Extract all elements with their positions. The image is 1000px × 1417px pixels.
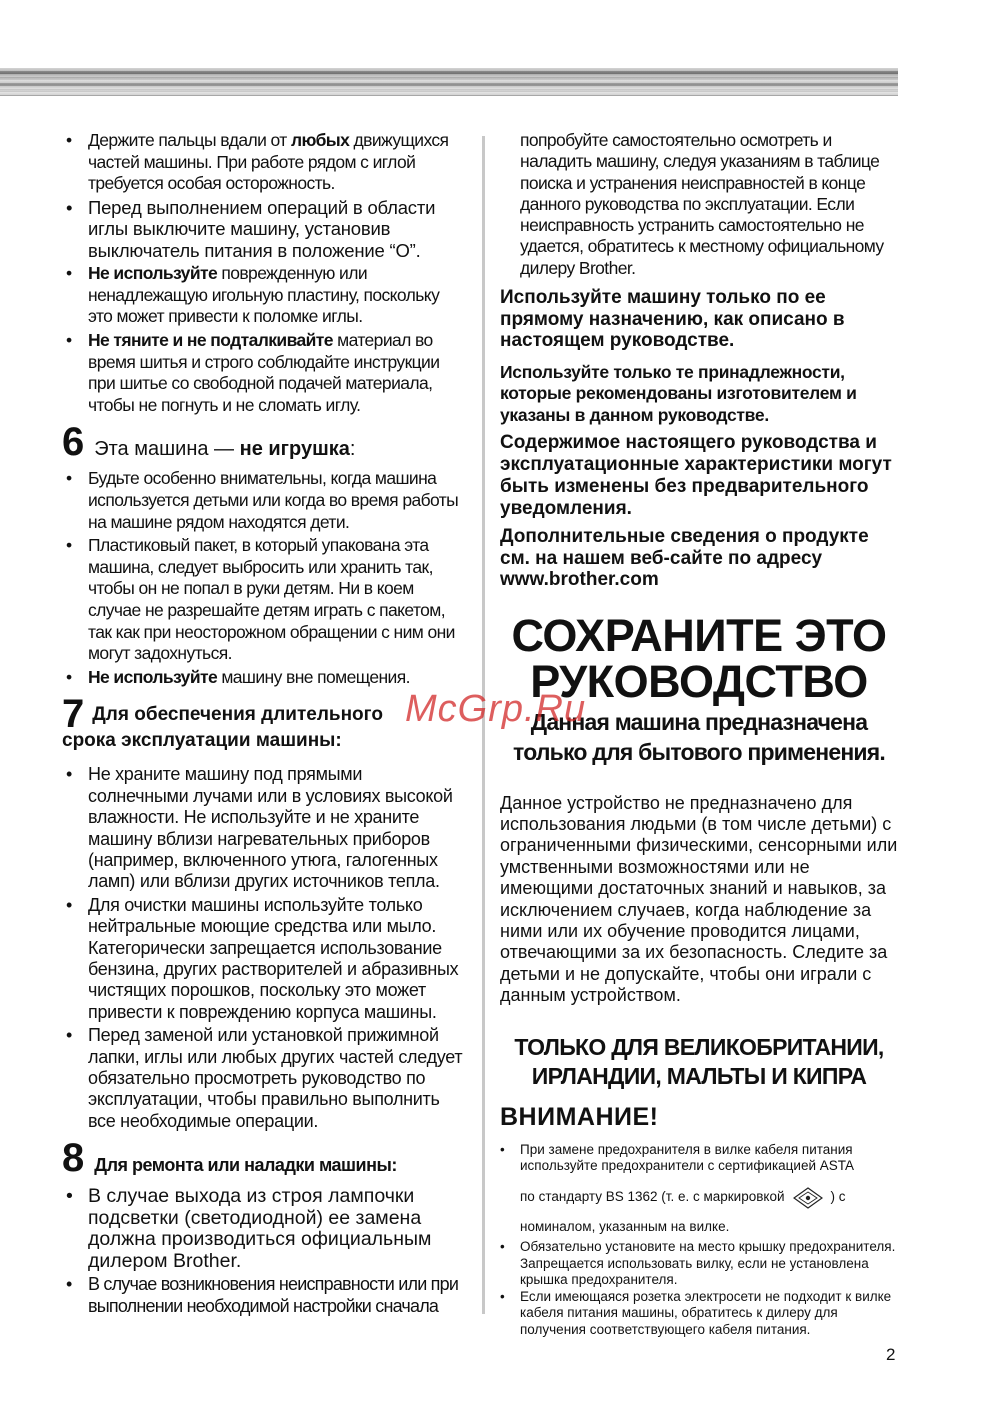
section-8-list — [62, 1186, 466, 1317]
content-change-notice: Содержимое настоящего руководства и эксплуатационные характеристики могут быть изменены без предварительного уведомления. — [500, 432, 892, 520]
intended-use-notice: Используйте машину только по ее прямому назначению, как описано в настоящем руководстве. — [500, 287, 845, 352]
list-item: • Перед выполнением операций в области иглы выключите машину, установив выключатель питания в положение “O”. — [62, 197, 466, 262]
list-item: • В случае возникновения неисправности или при выполнении необходимой настройки сначала — [62, 1274, 466, 1317]
household-line1: Данная машина предназначена — [530, 708, 868, 735]
intro-safety-list — [62, 130, 466, 416]
uk-title-line1: ТОЛЬКО ДЛЯ ВЕЛИКОБРИТАНИИ, — [514, 1033, 884, 1060]
header-stripe-bar — [0, 68, 898, 96]
section-7-list — [62, 764, 466, 1132]
fuse-text-b-line — [520, 1187, 898, 1209]
list-item: • Будьте особенно внимательны, когда машина используется детьми или когда во время работы на машине рядом находятся дети. — [62, 468, 466, 533]
list-item: • Обязательно установите на место крышку предохранителя. Запрещается использовать вилку, если не установлена крышка предохранителя. — [500, 1239, 898, 1289]
list-item: • Пластиковый пакет, в который упакована эта машина, следует выбросить или хранить так, чтобы он не попал в руки детям. Ни в коем случае не разрешайте детям играть с пакетом, так как при неосторожном обращении с ним они могут задохнуться. — [62, 535, 466, 665]
keep-title-line1: СОХРАНИТЕ ЭТО — [511, 609, 887, 661]
section-title-line2: срока эксплуатации машины: — [62, 730, 342, 752]
list-item: • Если имеющаяся розетка электросети не подходит к вилке кабеля питания машины, обратитесь к дилеру для получения соответствующего кабеля питания. — [500, 1289, 898, 1339]
list-item: • Не используйте поврежденную или ненадлежащую игольную пластину, поскольку это может привести к поломке иглы. — [62, 263, 466, 328]
uk-only-title — [500, 1033, 898, 1091]
fuse-text-c: номиналом, указанным на вилке. — [520, 1218, 730, 1234]
uk-title-line2: ИРЛАНДИИ, МАЛЬТЫ И КИПРА — [531, 1062, 867, 1089]
section-number: 6 — [62, 420, 85, 465]
list-item: • Не тяните и не подталкивайте материал во время шитья и строго соблюдайте инструкции при шитье со свободной подачей материала, чтобы не погнуть и не сломать иглу. — [62, 330, 466, 416]
disclaimer-paragraph: Данное устройство не предназначено для использования людьми (в том числе детьми) с ограниченными физическими, сенсорными или умственными возможностями или не имеющими достаточных знаний и навыков, за исключением случаев, когда наблюдение за ними или их обучение проводится лицами, отвечающими за их безопасность. Следите за детьми и не допускайте, чтобы они играли с данным устройством. — [500, 792, 898, 1006]
section-number: 7 — [62, 692, 85, 737]
asta-mark-icon — [793, 1187, 823, 1209]
section-title: Для ремонта или наладки машины: — [94, 1155, 397, 1176]
section-8-heading — [62, 1136, 466, 1181]
fuse-text-b-end: ) с — [830, 1189, 846, 1205]
right-column — [500, 130, 898, 1338]
fuse-list — [500, 1142, 898, 1339]
section-6-heading — [62, 420, 466, 465]
list-item: • Не используйте машину вне помещения. — [62, 667, 466, 689]
section-title: Для обеспечения длительного — [92, 704, 383, 726]
website-notice: Дополнительные сведения о продукте см. на нашем веб-сайте по адресу www.brother.com — [500, 526, 869, 591]
watermark-text: McGrp.Ru — [405, 688, 587, 730]
list-item: • Для очистки машины используйте только нейтральные моющие средства или мыло. Категорически запрещается использование бензина, других растворителей и абразивных чистящих порошков, поскольку это может привести к повреждению корпуса машины. — [62, 895, 466, 1023]
list-item: • Перед заменой или установкой прижимной лапки, иглы или любых других частей следует обязательно просмотреть руководство по эксплуатации, чтобы правильно выполнить все необходимые операции. — [62, 1025, 466, 1132]
page-number: 2 — [886, 1345, 896, 1364]
section-number: 8 — [62, 1136, 85, 1181]
keep-title-line2: РУКОВОДСТВО — [530, 655, 868, 707]
accessories-notice: Используйте только те принадлежности, которые рекомендованы изготовителем и указаны в данном руководстве. — [500, 361, 857, 425]
fuse-text-b: по стандарту BS 1362 (т. е. с маркировкой — [520, 1189, 785, 1205]
section-6-list — [62, 468, 466, 688]
list-item — [500, 1142, 898, 1236]
list-item: • Не храните машину под прямыми солнечными лучами или в условиях высокой влажности. Не используйте и не храните машину вблизи нагревательных приборов (например, включенного утюга, галогенных ламп) или вблизи других источников тепла. — [62, 764, 466, 892]
section-title: Эта машина — не игрушка: — [94, 438, 356, 461]
list-item: • В случае выхода из строя лампочки подсветки (светодиодной) ее замена должна производиться официальным дилером Brother. — [62, 1186, 466, 1272]
fuse-text-a: • При замене предохранителя в вилке кабеля питания используйте предохранители с сертификацией ASTA — [520, 1141, 855, 1174]
warning-heading: ВНИМАНИЕ! — [500, 1102, 659, 1131]
household-line2: только для бытового применения. — [513, 738, 885, 765]
continuation-paragraph: попробуйте самостоятельно осмотреть и наладить машину, следуя указаниям в таблице поиска и устранения неисправностей в конце данного руководства по эксплуатации. Если неисправность устранить самостоятельно не удается, обратитесь к местному официальному дилеру Brother. — [520, 130, 884, 278]
list-item: • Держите пальцы вдали от любых движущихся частей машины. При работе рядом с иглой требуется особая осторожность. — [62, 130, 466, 195]
